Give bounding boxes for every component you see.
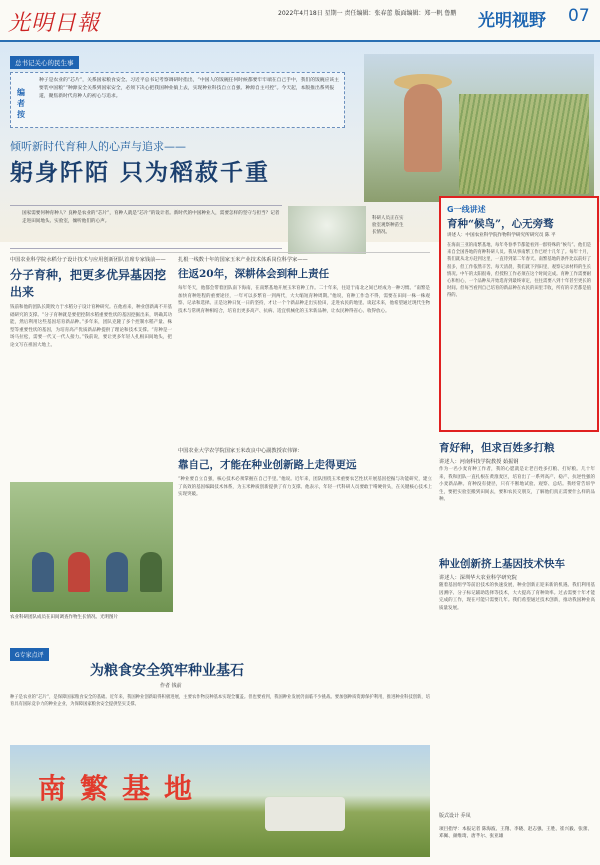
field-photo-caption: 农业科研团队成员在田间调查作物生长情况。光明图片 [10, 615, 118, 620]
right-article-2-byline: 讲述人：河南科技学院教授 茹振钢 [439, 459, 519, 465]
mid-article [178, 256, 430, 315]
contributors-label: 项目指导： [439, 827, 462, 832]
highlighted-article [439, 196, 599, 432]
right-article-3-body: 随着基因组学等前沿技术的快速发展，种业创新正迎来新的机遇。我们利用基因测序、分子标记辅助选择等技术，大大提高了育种效率。过去需要十年才能完成的工作，现在可能只需要几年。我们希望通过技术创新，推动我国种业高质量发展。 [439, 583, 595, 611]
issue-info: 2022年4月18日 星期一 责任编辑：张春蕾 版面编辑：郑一帆 鲁鹏 [278, 10, 457, 17]
left-article-body: 钱前和他的团队长期致力于水稻分子设计育种研究。在他看来，种业创新离不开基础研究的支撑。“分子育种就是要把控制水稻重要性状的基因挖掘出来，明确其功能，然后利用这些基因培育新品种。”多年来，团队克隆了多个控制水稻产量、株型等重要性状的基因，为培育高产优质新品种提供了理论和技术支撑。“育种是一场马拉松，需要一代又一代人接力。”钱前说，要让更多年轻人扎根田间地头，把论文写在祖国大地上。 [10, 305, 172, 348]
right-article-3 [439, 556, 595, 612]
left-article-subhead: 中国农业科学院水稻分子设计技术与应用创新团队首席专家钱前—— [10, 257, 166, 263]
nanfan-base-photo [10, 745, 430, 857]
left-article [10, 256, 172, 350]
bottom-article-body: 种子是农业的“芯片”，是保障国家粮食安全的基础。近年来，我国种业创新取得积极进展，主要农作物良种基本实现全覆盖。但也要看到，我国种业发展仍面临不少挑战。要加强种质资源保护利用，推进种业科技创新，培育具有国际竞争力的种业企业，为保障国家粮食安全提供坚实支撑。 [10, 695, 430, 708]
main-headline: 躬身阡陌 只为稻菽千重 [10, 159, 271, 186]
highlighted-headline: 育种“候鸟”，心无旁骛 [447, 218, 554, 230]
person-figure-image [106, 552, 128, 592]
frontline-tag: G一线讲述 [447, 205, 486, 214]
contributors [439, 826, 595, 840]
bottom-author: 作者 钱前 [160, 683, 182, 689]
right-article-3-byline: 讲述人：深圳华大农业科学研究院 [439, 575, 517, 581]
person-figure-image [140, 552, 162, 592]
plant-photo [288, 206, 366, 254]
editors-note [10, 72, 345, 128]
column-tag: 总书记关心的民生事 [10, 56, 79, 69]
mid-article-headline: 往返20年，深耕体会到种上责任 [178, 268, 330, 280]
expert-comment-tag: G专家点评 [10, 648, 49, 661]
highlighted-byline: 讲述人：中国农业科学院作物科学研究所研究员 陈 平 [447, 233, 556, 238]
layout-credit: 版式设计 乔凤 [439, 813, 471, 819]
left-article-headline: 分子育种，把更多优异基因挖出来 [10, 268, 167, 299]
lede-box [10, 205, 282, 249]
nanfan-base-title: 南繁基地 [38, 772, 207, 805]
masthead [0, 0, 600, 42]
harvester-image [265, 797, 345, 831]
mid-article-body: 每年冬天，他都会带着团队南下海南，在南繁基地开展玉米育种工作。二十年来，往返于南北之间已经成为一种习惯。“南繁是加快育种进程的重要途径，一年可以多繁育一到两代，大大缩短育种周期。”他说，育种工作急不得，需要在田间一株一株观察、记录和选择。正是这种日复一日的坚持，才让一个个新品种走出实验田，走进农民的地里。谈起未来，他希望通过现代生物技术与常规育种相结合，培育出更多高产、抗病、适宜机械化的玉米新品种，让农民种得省心、收得放心。 [178, 286, 430, 314]
third-article [178, 447, 432, 499]
right-article-2 [439, 440, 595, 504]
editors-note-text: 种子是农业的“芯片”，关系国家粮食安全。习近平总书记考察调研时指出，“中国人的饭碗任何时候都要牢牢端在自己手中，我们的饭碗应该主要装中国粮”“种源安全关系到国家安全，必须下决心把我国种业搞上去，实现种业科技自立自强、种源自主可控”。今天起，本版推出系列报道，聚焦新时代育种人的初心与追求。 [39, 78, 339, 99]
bottom-headline: 为粮食安全筑牢种业基石 [90, 663, 244, 679]
mid-article-subhead: 扎根一线数十年的国家玉米产业技术体系岗位科学家—— [178, 257, 308, 263]
third-article-body: “种业要自立自强，核心技术必须掌握在自己手里。”他说。近年来，团队围绕玉米重要农艺性状开展基因挖掘与功能研究，建立了高效的基因编辑技术体系，为玉米种质创新提供了有力支撑。他表示，年轻一代科研人员要敢于啃硬骨头，在关键核心技术上实现突破。 [178, 477, 432, 498]
third-article-subhead: 中国农业大学农学院国家玉米改良中心副教授农伟锋： [178, 448, 303, 454]
right-article-2-headline: 育好种，但求百姓多打粮 [439, 442, 555, 454]
person-figure-image [68, 552, 90, 592]
right-article-3-headline: 种业创新挤上基因技术快车 [439, 558, 565, 570]
bottom-article [10, 694, 430, 708]
section-name: 光明视野 [478, 11, 546, 31]
editors-note-label: 编者按 [17, 87, 25, 119]
page-number: 07 [568, 6, 590, 26]
divider [10, 252, 430, 253]
highlighted-body-text: 在海南三亚的南繁基地，每年冬春季节都能看到一群特殊的“候鸟”。他们是来自全国各地的育种科研人员。我从事南繁工作已经十几年了。每年十月，我们就从北方赶到这里，一直待到第二年春天。南繁基地的条件比以前好了很多，但工作依然辛苦。每天清晨，我们就下到田里，观察记录材料的生长情况。中午的太阳很毒，但授粉工作必须在这个时间完成。育种工作需要耐心和恒心，一个品种从开始选育到最终审定，往往需要八到十年甚至更长的时间。但每当看到自己培育的新品种在农民的田里丰收，所有的辛苦都是值得的。 [447, 243, 591, 299]
person-figure-image [32, 552, 54, 592]
third-article-headline: 靠自己，才能在种业创新路上走得更远 [178, 459, 357, 471]
newspaper-logo: 光明日報 [8, 11, 101, 36]
farmer-figure-image [404, 84, 442, 172]
contributors-list: 本报记者 陈海波、王翔、李晓、赵志强、王胜、崔兴毅、张蕾、邓佩、颜维琦、唐芊尔、张亚雄 [439, 827, 593, 839]
kicker: 倾听新时代育种人的心声与追求—— [10, 140, 186, 153]
farmer-photo [364, 54, 594, 202]
crop-field-image [459, 94, 589, 194]
plant-photo-caption: 科研人员正在实验室观察种苗生长情况。 [372, 216, 404, 235]
field-team-photo [10, 482, 173, 612]
lede-text: 国家需要何种育种人？良种是农业的“芯片”，育种人就是“芯片”的设计者。新时代的中国种业人，需要怎样的坚守与担当？记者走进田间地头、实验室，倾听他们的心声。 [22, 211, 280, 224]
highlighted-body [447, 242, 591, 300]
right-article-2-body: 作为一名小麦育种工作者，我的心愿就是让老百姓多打粮、打好粮。几十年来，我和团队一直扎根在黄淮麦区，培育出了一系列高产、稳产、抗逆性强的小麦新品种。育种没有捷径，只有不断地试验、观察、总结。我经常告诉学生，要把实验室搬到田间去，要和农民交朋友，了解他们真正需要什么样的品种。 [439, 467, 595, 503]
